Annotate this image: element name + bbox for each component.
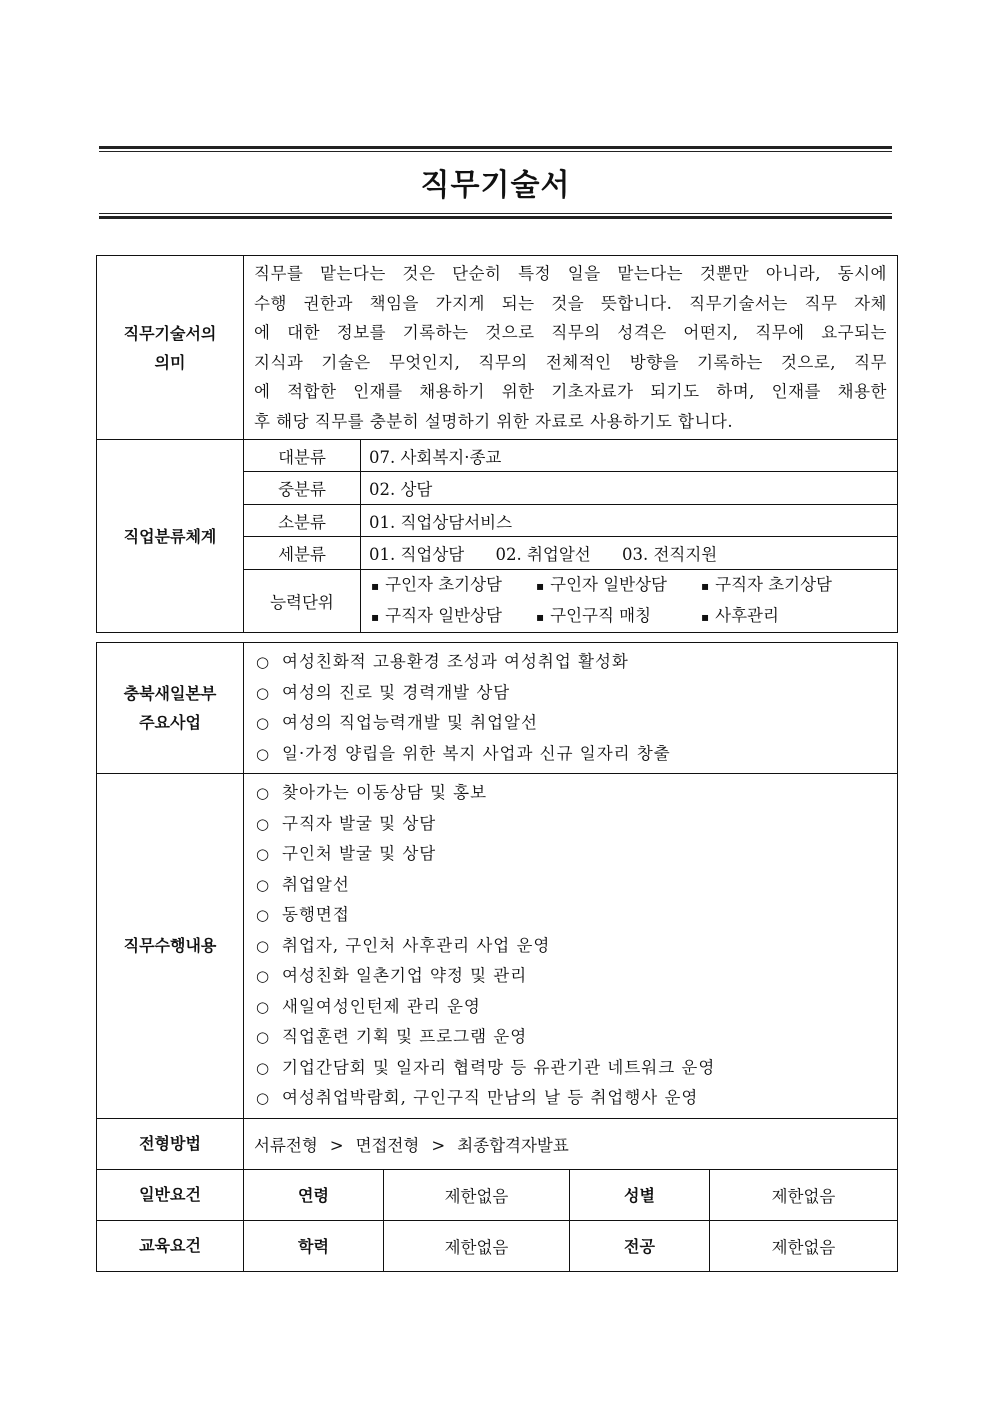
main-business-list	[244, 643, 898, 774]
title-rule-bottom-thin	[99, 213, 892, 214]
middle-class-value: 02. 상담	[361, 472, 898, 505]
major-class-label: 대분류	[244, 440, 361, 472]
title-rule-top-thin	[99, 151, 892, 152]
list-item: ○ 직업훈련 기획 및 프로그램 운영	[256, 1022, 885, 1053]
major-class-value: 07. 사회복지·종교	[361, 440, 898, 472]
list-item: ○ 여성친화 일촌기업 약정 및 관리	[256, 961, 885, 992]
meaning-row	[97, 256, 898, 440]
list-item: ○ 일·가정 양립을 위한 복지 사업과 신규 일자리 창출	[256, 739, 885, 770]
major-class-row	[97, 440, 898, 472]
duties-row	[97, 774, 898, 1119]
main-business-label-line1: 충북새일본부	[123, 684, 217, 703]
ability-label: 능력단위	[244, 570, 361, 633]
meaning-label-line2: 의미	[154, 352, 186, 372]
list-item: ○ 구직자 발굴 및 상담	[256, 809, 885, 840]
list-item: ○ 동행면접	[256, 900, 885, 931]
main-business-label	[97, 643, 244, 774]
general-req-label: 일반요건	[97, 1169, 244, 1220]
selection-flow	[244, 1118, 898, 1169]
ability-values	[361, 570, 898, 633]
list-item: ○ 구인처 발굴 및 상담	[256, 839, 885, 870]
duties-list	[244, 774, 898, 1119]
gender-value: 제한없음	[710, 1169, 898, 1220]
ability-item: ▪ 구직자 초기상담	[701, 570, 861, 601]
edu-req-label: 교육요건	[97, 1220, 244, 1271]
job-description-table	[96, 255, 898, 633]
general-req-row	[97, 1169, 898, 1220]
minor-class-value: 01. 직업상담서비스	[361, 505, 898, 537]
duties-table	[96, 642, 898, 1272]
main-business-label-line2: 주요사업	[139, 713, 201, 732]
list-item: ○ 여성친화적 고용환경 조성과 여성취업 활성화	[256, 647, 885, 678]
meaning-line: 후 해당 직무를 충분히 설명하기 위한 자료로 사용하기도 합니다.	[254, 411, 734, 431]
title-rule-bottom-thick	[99, 216, 892, 219]
degree-value: 제한없음	[384, 1220, 570, 1271]
ability-item: ▪ 구인자 초기상담	[371, 570, 536, 601]
title-rule-top-thick	[99, 146, 892, 149]
list-item: ○ 기업간담회 및 일자리 협력망 등 유관기관 네트워크 운영	[256, 1053, 885, 1084]
age-label: 연령	[244, 1169, 384, 1220]
classification-label: 직업분류체계	[97, 440, 244, 633]
meaning-label	[97, 256, 244, 440]
selection-step: 최종합격자발표	[457, 1135, 569, 1155]
meaning-line: 에 대한 정보를 기록하는 것으로 직무의 성격은 어떤지, 직무에 요구되는	[254, 323, 887, 342]
list-item: ○ 찾아가는 이동상담 및 홍보	[256, 778, 885, 809]
major-label: 전공	[570, 1220, 710, 1271]
detail-class-item: 01. 직업상담	[369, 545, 465, 564]
selection-label: 전형방법	[97, 1118, 244, 1169]
list-item: ○ 여성취업박람회, 구인구직 만남의 날 등 취업행사 운영	[256, 1083, 885, 1114]
selection-row	[97, 1118, 898, 1169]
list-item: ○ 취업자, 구인처 사후관리 사업 운영	[256, 931, 885, 962]
ability-item: ▪ 구직자 일반상담	[371, 601, 536, 632]
meaning-line: 지식과 기술은 무엇인지, 직무의 전체적인 방향을 기록하는 것으로, 직무	[254, 352, 887, 372]
edu-req-row	[97, 1220, 898, 1271]
age-value: 제한없음	[384, 1169, 570, 1220]
list-item: ○ 새일여성인턴제 관리 운영	[256, 992, 885, 1023]
page-title: 직무기술서	[420, 168, 571, 203]
ability-item: ▪ 구인구직 매칭	[536, 601, 701, 632]
minor-class-label: 소분류	[244, 505, 361, 537]
middle-class-label: 중분류	[244, 472, 361, 505]
meaning-label-line1: 직무기술서의	[123, 323, 217, 343]
detail-class-values	[361, 537, 898, 570]
main-business-row	[97, 643, 898, 774]
detail-class-label: 세분류	[244, 537, 361, 570]
list-item: ○ 여성의 직업능력개발 및 취업알선	[256, 708, 885, 739]
selection-step: 서류전형	[254, 1135, 318, 1155]
selection-separator: >	[329, 1135, 344, 1155]
degree-label: 학력	[244, 1220, 384, 1271]
ability-item: ▪ 사후관리	[701, 601, 861, 632]
list-item: ○ 여성의 진로 및 경력개발 상담	[256, 678, 885, 709]
selection-step: 면접전형	[355, 1135, 420, 1155]
ability-item: ▪ 구인자 일반상담	[536, 570, 701, 601]
major-value: 제한없음	[710, 1220, 898, 1271]
detail-class-item: 02. 취업알선	[495, 545, 591, 564]
list-item: ○ 취업알선	[256, 870, 885, 901]
detail-class-item: 03. 전직지원	[622, 545, 718, 564]
gender-label: 성별	[570, 1169, 710, 1220]
selection-separator: >	[431, 1135, 446, 1155]
meaning-line: 직무를 맡는다는 것은 단순히 특정 일을 맡는다는 것뿐만 아니라, 동시에	[254, 264, 887, 283]
meaning-line: 수행 권한과 책임을 가지게 되는 것을 뜻합니다. 직무기술서는 직무 자체	[254, 293, 887, 313]
meaning-text	[244, 256, 898, 440]
meaning-line: 에 적합한 인재를 채용하기 위한 기초자료가 되기도 하며, 인재를 채용한	[254, 382, 887, 401]
duties-label: 직무수행내용	[97, 774, 244, 1119]
